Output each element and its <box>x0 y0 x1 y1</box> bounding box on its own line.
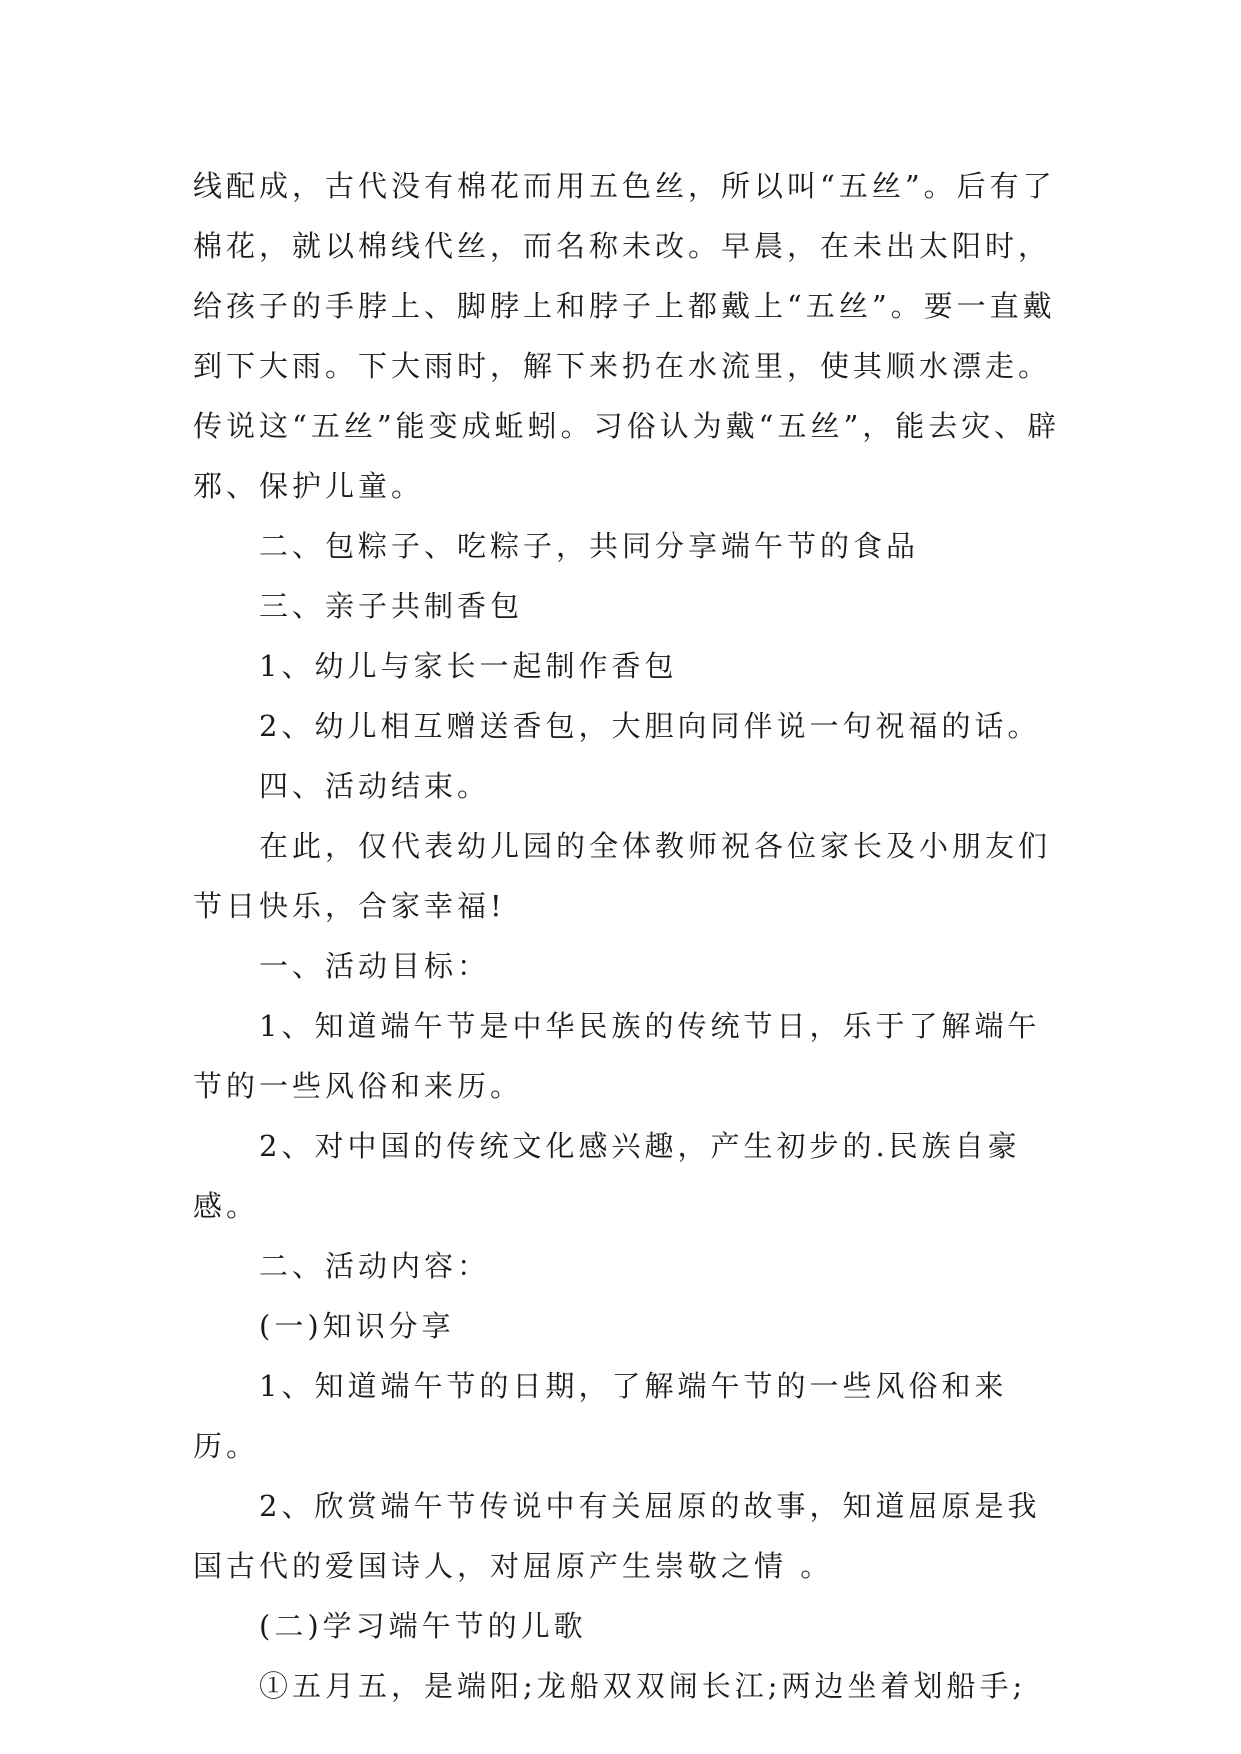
paragraph-goal-2: 2、对中国的传统文化感兴趣，产生初步的.民族自豪感。 <box>193 1129 1021 1223</box>
paragraph-zongzi: 二、包粽子、吃粽子，共同分享端午节的食品 <box>259 529 920 563</box>
paragraph-knowledge-1: 1、知道端午节的日期，了解端午节的一些风俗和来历。 <box>193 1369 1008 1463</box>
paragraph-song-heading: (二)学习端午节的儿歌 <box>259 1609 587 1643</box>
document-body <box>193 156 1073 1716</box>
paragraph-goal-1: 1、知道端午节是中华民族的传统节日，乐于了解端午节的一些风俗和来历。 <box>193 1009 1041 1103</box>
paragraph-sachet-heading: 三、亲子共制香包 <box>259 589 524 623</box>
paragraph-sachet-step-2: 2、幼儿相互赠送香包，大胆向同伴说一句祝福的话。 <box>259 709 1041 743</box>
paragraph-knowledge-heading: (一)知识分享 <box>259 1309 455 1343</box>
paragraph-wusi-custom: 线配成，古代没有棉花而用五色丝，所以叫“五丝”。后有了棉花，就以棉线代丝，而名称未改。早晨，在未出太阳时，给孩子的手脖上、脚脖上和脖子上都戴上“五丝”。要一直戴到下大雨。下大雨时，解下来扔在水流里，使其顺水漂走。传说这“五丝”能变成蚯蚓。习俗认为戴“五丝”，能去灾、辟邪、保护儿童。 <box>193 169 1061 503</box>
paragraph-greeting: 在此，仅代表幼儿园的全体教师祝各位家长及小朋友们节日快乐，合家幸福! <box>193 829 1052 923</box>
paragraph-song-line-1: ①五月五，是端阳;龙船双双闹长江;两边坐着划船手; <box>259 1669 1027 1703</box>
paragraph-goals-heading: 一、活动目标： <box>259 949 491 983</box>
paragraph-activity-end: 四、活动结束。 <box>259 769 491 803</box>
paragraph-content-heading: 二、活动内容： <box>259 1249 491 1283</box>
paragraph-sachet-step-1: 1、幼儿与家长一起制作香包 <box>259 649 678 683</box>
paragraph-knowledge-2: 2、欣赏端午节传说中有关屈原的故事，知道屈原是我国古代的爱国诗人，对屈原产生崇敬之情 。 <box>193 1489 1041 1583</box>
